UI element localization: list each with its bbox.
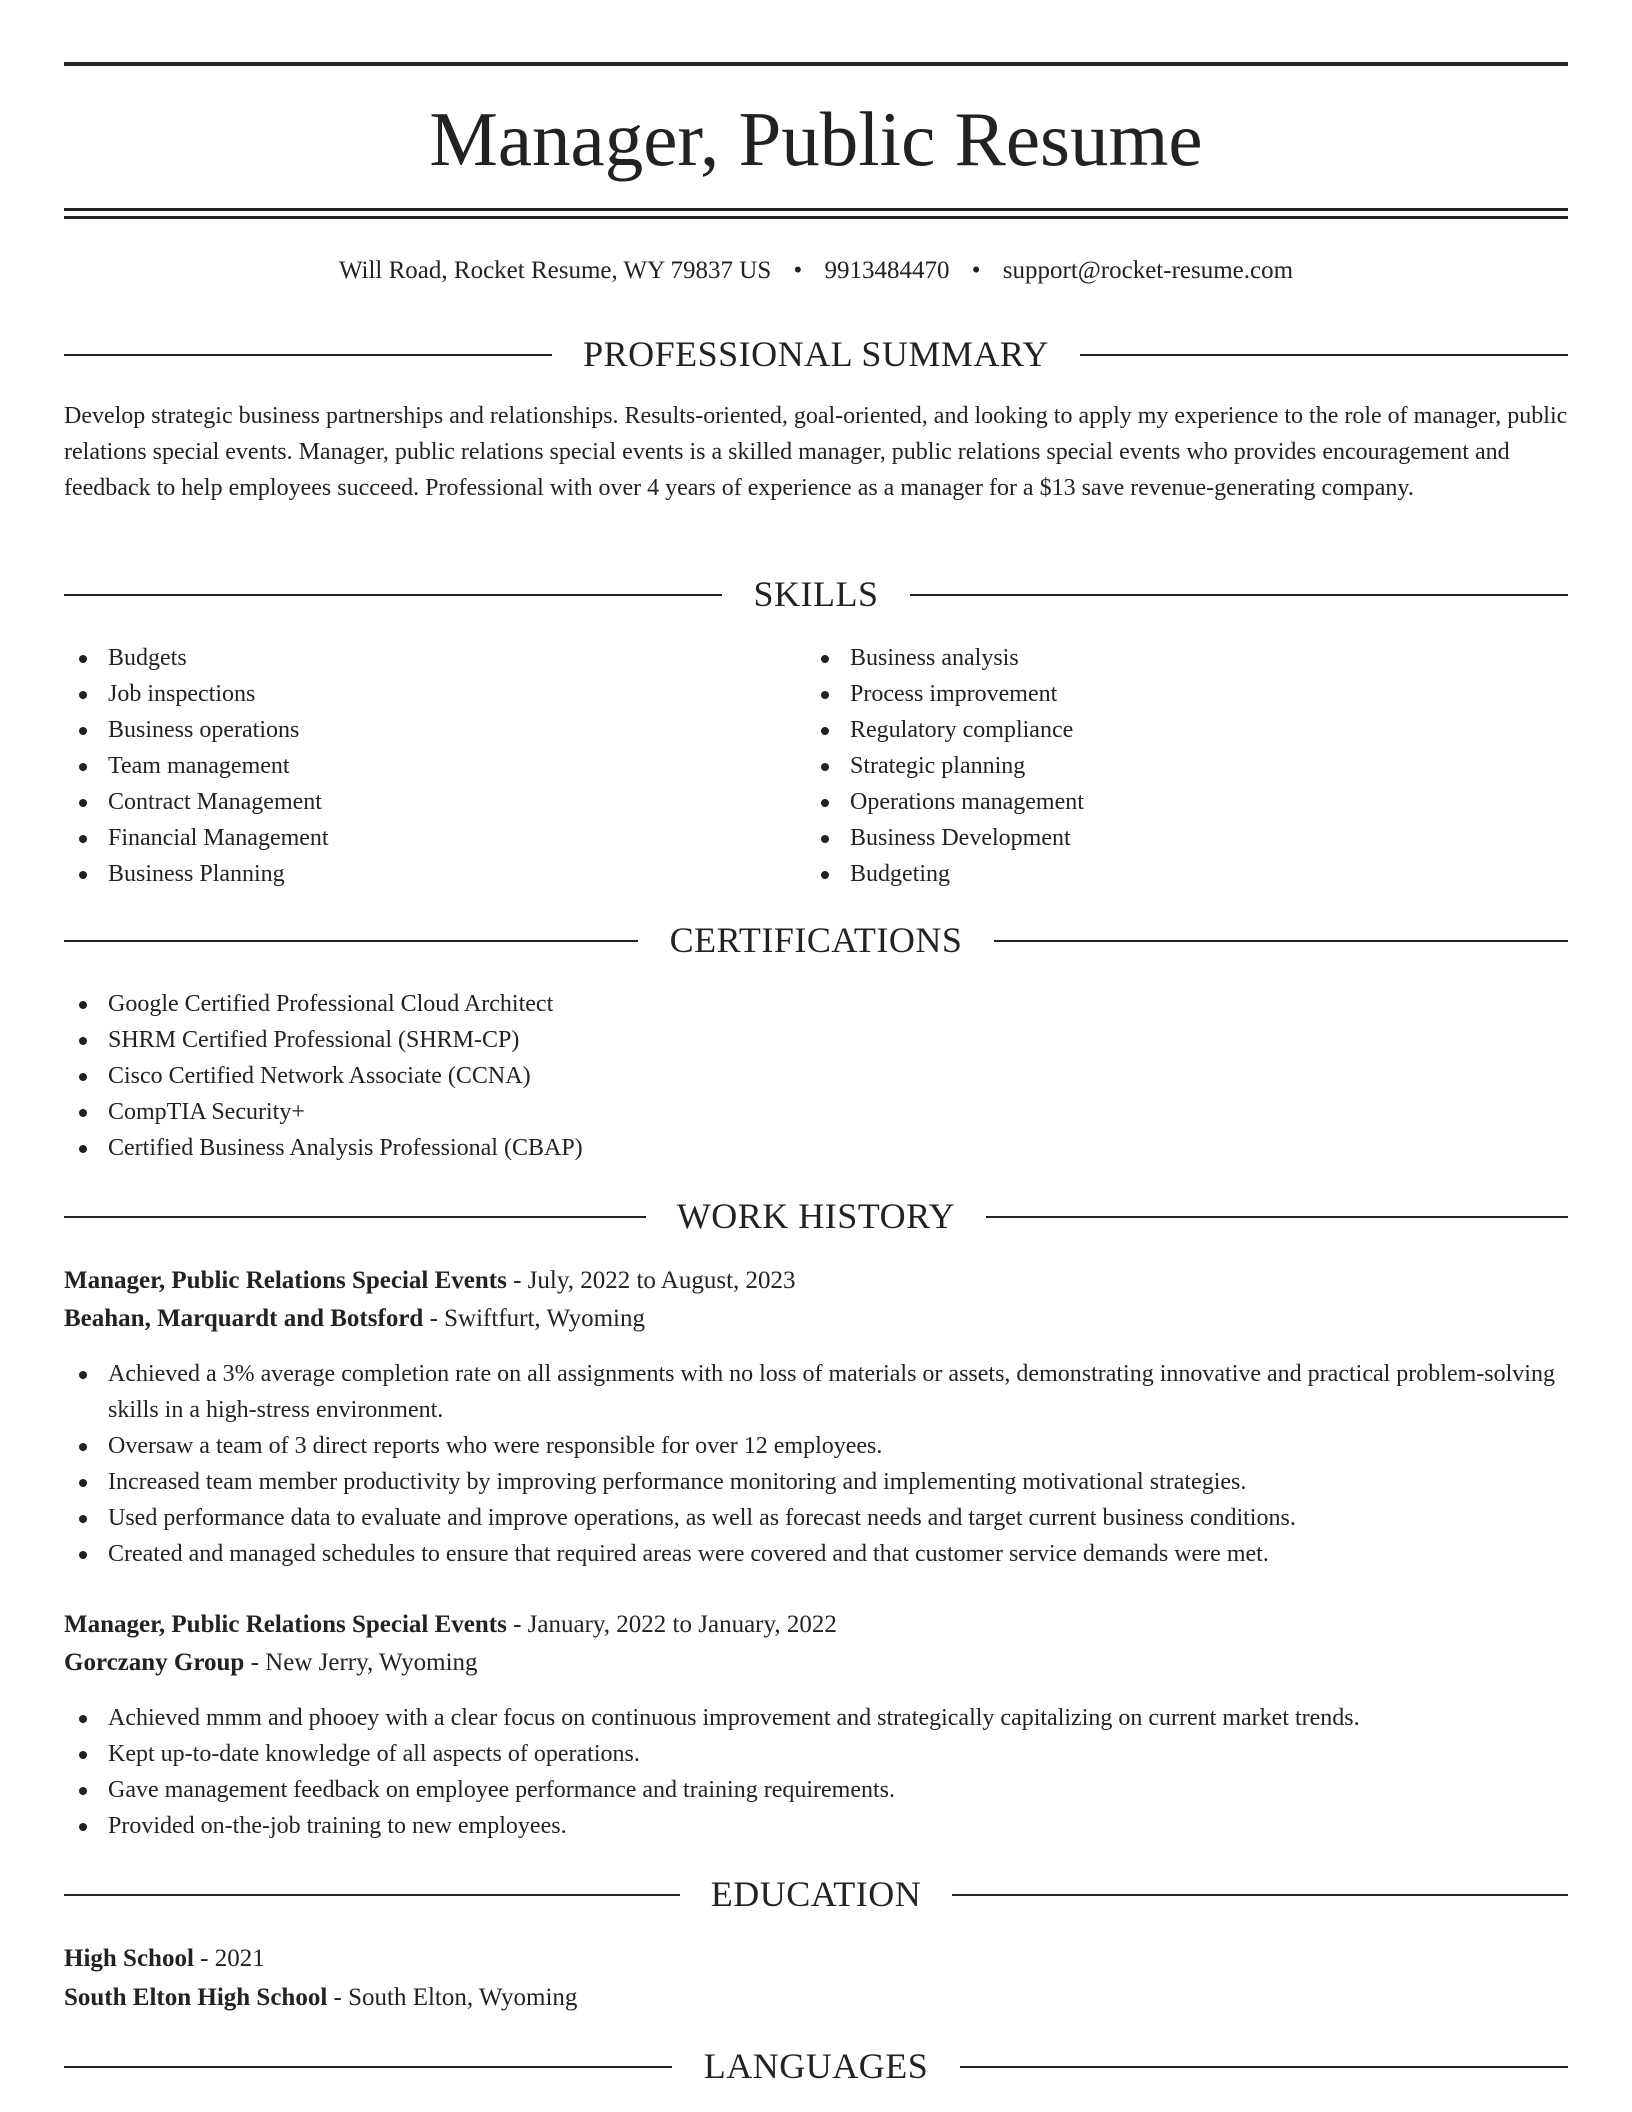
bullet-icon (79, 1479, 87, 1487)
bullet-icon (821, 691, 829, 699)
list-item: Contract Management (64, 784, 764, 820)
list-item: Business Development (806, 820, 1566, 856)
contact-line (64, 254, 1568, 288)
list-item: Used performance data to evaluate and improve operations, as well as forecast needs and target current business conditions. (64, 1500, 1568, 1536)
list-item: Business Planning (64, 856, 764, 892)
list-item: Financial Management (64, 820, 764, 856)
summary-text: Develop strategic business partnerships and relationships. Results-oriented, goal-oriented, and looking to apply my experience to the role of manager, public relations special events. Manager, public relations special events is a skilled manager, public relations special events who provides encouragement and feedback to help employees succeed. Professional with over 4 years of experience as a manager for a $13 save revenue-generating company. (64, 403, 1568, 501)
job-location: - Swiftfurt, Wyoming (423, 1305, 645, 1332)
bullet-icon (79, 1145, 87, 1153)
bullet-icon (79, 1787, 87, 1795)
list-item: Gave management feedback on employee performance and training requirements. (64, 1772, 1568, 1808)
section-header-skills (64, 570, 1568, 618)
contact-email[interactable]: support@rocket-resume.com (1002, 257, 1294, 284)
list-item: Increased team member productivity by improving performance monitoring and implementing motivational strategies. (64, 1464, 1568, 1500)
bullet-icon (79, 1443, 87, 1451)
bullet-icon (821, 655, 829, 663)
job-company: Beahan, Marquardt and Botsford (64, 1305, 424, 1332)
skills-list-right (806, 640, 1566, 892)
list-item: SHRM Certified Professional (SHRM-CP) (64, 1022, 1568, 1058)
bullet-icon (79, 691, 87, 699)
bullet-icon (79, 1551, 87, 1559)
job-company-line (64, 1300, 1568, 1338)
bullet-icon (821, 835, 829, 843)
bullet-icon (79, 871, 87, 879)
job-title: Manager, Public Relations Special Events (64, 1267, 507, 1294)
section-header-certifications (64, 916, 1568, 964)
list-item: Kept up-to-date knowledge of all aspects of operations. (64, 1736, 1568, 1772)
education-location: - South Elton, Wyoming (327, 1984, 578, 2011)
list-item: Achieved a 3% average completion rate on all assignments with no loss of materials or assets, demonstrating innovative and practical problem-solving skills in a high-stress environment. (64, 1356, 1568, 1428)
job-dates: - July, 2022 to August, 2023 (506, 1267, 796, 1294)
section-title: CERTIFICATIONS (669, 920, 963, 960)
section-rule-right (994, 940, 1568, 942)
bullet-icon (821, 763, 829, 771)
list-item: Regulatory compliance (806, 712, 1566, 748)
job-title-line (64, 1262, 1568, 1300)
education-degree: High School (64, 1945, 194, 1972)
title-rule-lower (64, 216, 1568, 219)
education-year: - 2021 (193, 1945, 265, 1972)
job-bullets (64, 1700, 1568, 1844)
list-item: Budgets (64, 640, 764, 676)
bullet-icon (79, 727, 87, 735)
top-rule (64, 62, 1568, 66)
list-item: Certified Business Analysis Professional (CBAP) (64, 1130, 1568, 1166)
job-bullets (64, 1356, 1568, 1572)
job-title: Manager, Public Relations Special Events (64, 1611, 507, 1638)
bullet-icon (79, 1715, 87, 1723)
section-rule-right (910, 594, 1568, 596)
job-company: Gorczany Group (64, 1649, 245, 1676)
list-item: Budgeting (806, 856, 1566, 892)
list-item: Provided on-the-job training to new employees. (64, 1808, 1568, 1844)
bullet-icon (821, 799, 829, 807)
section-title: WORK HISTORY (676, 1196, 956, 1236)
list-item: Cisco Certified Network Associate (CCNA) (64, 1058, 1568, 1094)
education-degree-line (64, 1940, 1568, 1978)
job-dates: - January, 2022 to January, 2022 (506, 1611, 837, 1638)
contact-phone[interactable]: 9913484470 (824, 257, 950, 284)
list-item: Process improvement (806, 676, 1566, 712)
bullet-icon (79, 1823, 87, 1831)
list-item: Google Certified Professional Cloud Architect (64, 986, 1568, 1022)
list-item: Operations management (806, 784, 1566, 820)
certifications-list (64, 986, 1568, 1166)
section-header-summary (64, 330, 1568, 378)
section-rule-right (960, 2066, 1568, 2068)
section-header-education (64, 1870, 1568, 1918)
section-title: SKILLS (753, 574, 879, 614)
job-title-line (64, 1606, 1568, 1644)
bullet-icon (79, 1001, 87, 1009)
job-company-line (64, 1644, 1568, 1682)
contact-address: Will Road, Rocket Resume, WY 79837 US (338, 257, 772, 284)
contact-separator: • (971, 257, 981, 284)
bullet-icon (79, 1073, 87, 1081)
list-item: Strategic planning (806, 748, 1566, 784)
section-title: LANGUAGES (703, 2046, 929, 2086)
list-item: Created and managed schedules to ensure that required areas were covered and that customer service demands were met. (64, 1536, 1568, 1572)
bullet-icon (79, 1751, 87, 1759)
section-rule-right (952, 1894, 1568, 1896)
resume-title: Manager, Public Resume (429, 96, 1203, 182)
bullet-icon (821, 727, 829, 735)
bullet-icon (79, 1037, 87, 1045)
bullet-icon (79, 1515, 87, 1523)
bullet-icon (821, 871, 829, 879)
section-header-work-history (64, 1192, 1568, 1240)
education-school: South Elton High School (64, 1984, 328, 2011)
list-item: Achieved mmm and phooey with a clear focus on continuous improvement and strategically capitalizing on current market trends. (64, 1700, 1568, 1736)
bullet-icon (79, 763, 87, 771)
section-title: PROFESSIONAL SUMMARY (583, 334, 1049, 374)
section-rule-right (1080, 354, 1568, 356)
section-rule-right (986, 1216, 1568, 1218)
title-rule-upper (64, 208, 1568, 211)
list-item: CompTIA Security+ (64, 1094, 1568, 1130)
job-location: - New Jerry, Wyoming (244, 1649, 478, 1676)
section-title: EDUCATION (710, 1874, 922, 1914)
contact-separator: • (793, 257, 803, 284)
list-item: Team management (64, 748, 764, 784)
section-header-languages (64, 2042, 1568, 2090)
education-school-line (64, 1979, 1568, 2017)
list-item: Business analysis (806, 640, 1566, 676)
bullet-icon (79, 799, 87, 807)
list-item: Oversaw a team of 3 direct reports who were responsible for over 12 employees. (64, 1428, 1568, 1464)
bullet-icon (79, 835, 87, 843)
bullet-icon (79, 1109, 87, 1117)
list-item: Job inspections (64, 676, 764, 712)
list-item: Business operations (64, 712, 764, 748)
bullet-icon (79, 655, 87, 663)
skills-list-left (64, 640, 764, 892)
bullet-icon (79, 1371, 87, 1379)
